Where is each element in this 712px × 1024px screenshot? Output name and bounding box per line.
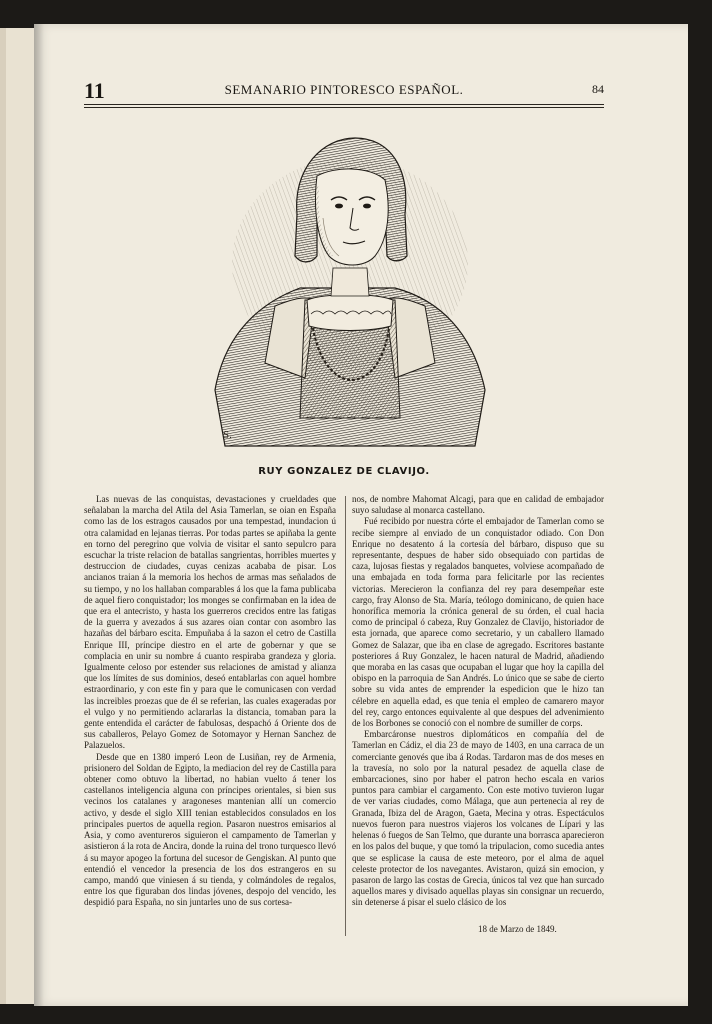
header-rule	[84, 104, 604, 105]
issue-number: 11	[84, 78, 105, 103]
paragraph: Fué recibido por nuestra córte el embajador de Tamerlan como se recibe siempre al enviado de un conquistador odiado. Con Don Enrique no desatento á la cortesía del bárbaro, dispuso que su representante, despues de haber sido obsequiado con partidas de caza, lujosas fiestas y regalados banquetes, volviese acompañado de una embajada en toda forma para felicitarle por las recientes victorias. Merecieron la confianza del rey para desempeñar este cargo, fray Alonso de Sta. María, teólogo dominicano, de quien hace honorífica memoria la crónica general de su órden, el cual hacia como de principal ó cabeza, Ruy Gonzalez de Clavijo, historiador de esta jornada, que aparece como secretario, y un caballero llamado Gomez de Salazar, que iba en clase de agregado. Escritores bastante posteriores á Ruy Gonzalez, le hacen natural de Madrid, añadiendo que moraba en las casas que ocupaban el lugar que hoy la capilla del obispo en la parroquia de San Andrés. Lo único que se sabe de cierto sobre su vida antes de emprender la espedicion que le hizo tan célebre en aquella edad, es que tenia el empleo de camarero mayor del rey, cargo entonces equivalente al que despues del advenimiento de los Borbones se conoció con el nombre de sumiller de corps.	[352, 516, 604, 729]
paragraph: Embarcáronse nuestros diplomáticos en compañía del de Tamerlan en Cádiz, el dia 23 de mayo de 1403, en una carraca de un comerciante genovés que iba á Rodas. Tardaron mas de dos meses en la travesía, no solo por la natural pesadez de aquella clase de embarcaciones, sino por haber el patron hecho escala en varios puntos para cambiar el cargamento. Con este motivo tuvieron lugar de ver varias ciudades, como Málaga, que aun pertenecia al rey de Granada, Ibiza del de Aragon, Gaeta, Mecina y otras. Espectáculos nuevos fueron para nuestros viajeros los volcanes de Lípari y las helenas ó fuegos de San Telmo, que durante una borrasca aparecieron en los palos del buque, y que tomó la tripulacion, como sucedia antes que se esplicase la causa de este meteoro, por el alma de aquel celeste protector de los navegantes. Avistaron, quizá sin emocion, y pasaron de largo las costas de Grecia, únicos tal vez que han surcado aquellos mares y divisado aquellas playas sin consignar un recuerdo, sin detenerse á pisar el suelo clásico de los	[352, 729, 604, 908]
portrait-caption: RUY GONZALEZ DE CLAVIJO.	[258, 466, 430, 477]
book-spine-edge	[0, 28, 6, 1004]
running-header	[84, 78, 604, 102]
journal-title: SEMANARIO PINTORESCO ESPAÑOL.	[224, 82, 464, 97]
paragraph: nos, de nombre Mahomat Alcagi, para que en calidad de embajador suyo saludase al monarca castellano.	[352, 494, 604, 516]
portrait-engraving	[205, 128, 495, 450]
header-rule-thin	[84, 107, 604, 108]
column-divider	[345, 496, 346, 936]
text-column-left	[84, 494, 336, 909]
paragraph: Las nuevas de las conquistas, devastaciones y crueldades que señalaban la marcha del Atila del Asia Tamerlan, se oian en España como las de los estragos causados por una tempestad, inundacion ú otra calamidad en lejanas tierras. Por todas partes se apiñaba la gente en torno del peregrino que volvia de visitar el santo sepulcro para escuchar la triste relacion de batallas sangrientas, horribles muertes y destruccion de ciudades, cuyas cenizas acababa de pisar. Los ancianos traian á la memoria los hechos de armas mas señalados de su tiempo, y no los hallaban comparables á los que la fama publicaba de aquel fiero conquistador; los monges se confirmaban en la idea de que era el antecristo, y hasta los guerreros crecidos entre las fatigas de la guerra y avezados á sus azares oian contar con asombro las hazañas del bárbaro escita. Empuñaba á la sazon el cetro de Castilla Enrique III, príncipe diestro en el arte de gobernar y que se complacia en unir su nombre á cuanto respiraba grandeza y gloria. Igualmente celoso por estender sus relaciones de amistad y alianza que los límites de sus dominios, deseó entablarlas con aquel hombre estraordinario, y con este fin y para que le comunicasen con verdad las increibles proezas que de él se referian, las cuales exageradas por el vulgo y no permitiendo aclararlas la distancia, tomaban para la gente entendida el carácter de fabulosas, despachó á Oriente dos de sus caballeros, Pelayo Gomez de Sotomayor y Hernan Sanchez de Palazuelos.	[84, 494, 336, 751]
dateline: 18 de Marzo de 1849.	[478, 924, 557, 934]
text-column-right	[352, 494, 604, 909]
paragraph: Desde que en 1380 imperó Leon de Lusiñan, rey de Armenia, prisionero del Soldan de Egipto, la mediacion del rey de Castilla para obtener como obtuvo la libertad, no habian vuelto á tener los castellanos inteligencia alguna con príncipes orientales, si bien sus vecinos los catalanes y aragoneses mantenian allí un comercio activo, y desde el siglo XIII tenian establecidos consulados en los principales puertos de aquella region. Pasaron nuestros emisarios al Asia, y como aventureros siguieron el campamento de Tamerlan y asistieron á la rota de Ancira, donde la ruina del trono turquesco llevó á su mayor apogeo la fortuna del sucesor de Gengiskan. Al punto que entendió el vencedor la presencia de los dos estrangeros en su campo, mandó que viniesen á su tienda, y colmándoles de regalos, entre los que figuraban dos lindas jóvenes, despojo del vencido, les despidió para España, no sin juntarles uno de sus cortesa-	[84, 751, 336, 908]
page-number: 84	[592, 82, 604, 96]
gutter-shadow	[34, 24, 44, 1006]
engraver-signature: S.	[223, 429, 232, 441]
